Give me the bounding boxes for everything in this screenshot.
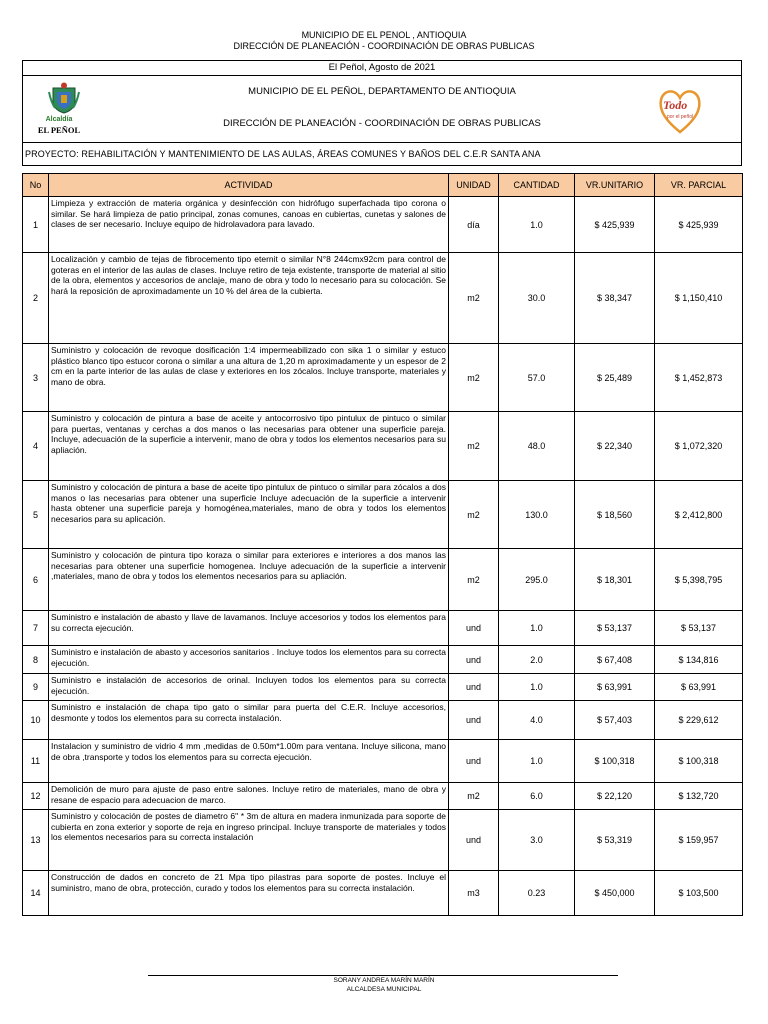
organization-name: MUNICIPIO DE EL PEÑOL, DEPARTAMENTO DE ANTIOQUIA bbox=[248, 86, 516, 97]
cell-cantidad: 4.0 bbox=[499, 701, 575, 740]
table-row bbox=[23, 549, 743, 611]
organization-department: DIRECCIÓN DE PLANEACIÓN - COORDINACIÓN DE OBRAS PUBLICAS bbox=[223, 118, 541, 129]
cell-actividad: Demolición de muro para ajuste de paso entre salones. Incluye retiro de materiales, mano de obra y resane de espacio para adecuacion de marco. bbox=[49, 783, 449, 810]
header-municipio: MUNICIPIO DE EL PENOL , ANTIOQUIA bbox=[301, 30, 467, 40]
cell-cantidad: 1.0 bbox=[499, 674, 575, 701]
cell-vr-unitario: $ 425,939 bbox=[575, 197, 655, 253]
cell-actividad: Suministro e instalación de chapa tipo gato o similar para puerta del C.E.R. Incluye accesorios, desmonte y todos los elementos para su correcta instalación. bbox=[49, 701, 449, 740]
cell-cantidad: 1.0 bbox=[499, 197, 575, 253]
logo-todo-text: Todo bbox=[663, 98, 688, 112]
cell-unidad: und bbox=[449, 810, 499, 871]
header-vr-parcial: VR. PARCIAL bbox=[655, 174, 743, 197]
header-actividad: ACTIVIDAD bbox=[49, 174, 449, 197]
cell-vr-parcial: $ 229,612 bbox=[655, 701, 743, 740]
cell-unidad: und bbox=[449, 740, 499, 783]
cell-vr-parcial: $ 103,500 bbox=[655, 871, 743, 916]
cell-unidad: und bbox=[449, 611, 499, 646]
cell-cantidad: 57.0 bbox=[499, 344, 575, 412]
header-vr-unitario: VR.UNITARIO bbox=[575, 174, 655, 197]
cell-no: 10 bbox=[23, 701, 49, 740]
cell-cantidad: 0.23 bbox=[499, 871, 575, 916]
cell-unidad: m2 bbox=[449, 481, 499, 549]
table-row bbox=[23, 810, 743, 871]
cell-actividad: Suministro y colocación de pintura tipo koraza o similar para exteriores e interiores a dos manos las necesarias para obtener una superficie homogenea. Incluye adecuación de la superficie a intervenir ,materiales, mano de obra y todos los elementos necesarios para su apliación. bbox=[49, 549, 449, 611]
todo-por-el-penol-logo bbox=[657, 84, 703, 136]
cell-unidad: m2 bbox=[449, 412, 499, 481]
cell-vr-unitario: $ 22,120 bbox=[575, 783, 655, 810]
signature-line bbox=[148, 975, 618, 976]
cell-vr-unitario: $ 67,408 bbox=[575, 646, 655, 674]
cell-unidad: m3 bbox=[449, 871, 499, 916]
cell-actividad: Suministro y colocación de postes de diametro 6" * 3m de altura en madera inmunizada para soporte de cubierta en zona exterior y soporte de reja en ingreso principal. Incluye transporte de materiales y todos los elementos necesarios para su correcta instalación bbox=[49, 810, 449, 871]
cell-vr-unitario: $ 53,137 bbox=[575, 611, 655, 646]
table-row bbox=[23, 701, 743, 740]
cell-vr-unitario: $ 63,991 bbox=[575, 674, 655, 701]
cell-no: 14 bbox=[23, 871, 49, 916]
cell-no: 8 bbox=[23, 646, 49, 674]
cell-unidad: und bbox=[449, 674, 499, 701]
cell-no: 1 bbox=[23, 197, 49, 253]
cell-vr-unitario: $ 22,340 bbox=[575, 412, 655, 481]
table-row bbox=[23, 783, 743, 810]
header-direccion: DIRECCIÓN DE PLANEACIÓN - COORDINACIÓN DE OBRAS PUBLICAS bbox=[233, 41, 535, 51]
cell-actividad: Suministro y colocación de pintura a base de aceite tipo pintulux de pintuco o similar para zócalos a dos manos o las necesarias para obtener una superficie Incluye adecuación de la superficie a intervenir hasta obtener una superficie pareja y homogénea,materiales, mano de obra y todos los elementos necesarios para su aplicación. bbox=[49, 481, 449, 549]
cell-no: 9 bbox=[23, 674, 49, 701]
cell-cantidad: 130.0 bbox=[499, 481, 575, 549]
cell-no: 5 bbox=[23, 481, 49, 549]
cell-actividad: Limpieza y extracción de materia orgánica y desinfección con hidrófugo superfachada tipo corona o similar. Se hará limpieza de patio principal, zonas comunes, canoas en cubiertas, cunetas y salones de clases de ser necesario. Incluye equipo de hidrolavadora para lavado. bbox=[49, 197, 449, 253]
document-date: El Peñol, Agosto de 2021 bbox=[328, 62, 436, 73]
table-row bbox=[23, 740, 743, 783]
logo-caption-alcaldia: Alcaldía bbox=[45, 116, 73, 123]
cell-actividad: Suministro y colocación de revoque dosificación 1:4 impermeabilizado con sika 1 o similar y estuco plástico blanco tipo estucor corona o similar a una altura de 1,20 m aproximadamente y un espesor de 2 cm en la parte interior de las aulas de clase y exteriores en los zócalos. Incluye transporte, materiales y mano de obra. bbox=[49, 344, 449, 412]
cell-cantidad: 1.0 bbox=[499, 611, 575, 646]
header-cantidad: CANTIDAD bbox=[499, 174, 575, 197]
cell-vr-parcial: $ 100,318 bbox=[655, 740, 743, 783]
table-row bbox=[23, 871, 743, 916]
table-row bbox=[23, 344, 743, 412]
cell-vr-unitario: $ 38,347 bbox=[575, 253, 655, 344]
signatory-name: SORANY ANDREA MARÍN MARÍN bbox=[333, 977, 435, 984]
cell-unidad: und bbox=[449, 701, 499, 740]
organization-box bbox=[22, 75, 742, 143]
cell-unidad: m2 bbox=[449, 549, 499, 611]
table-row bbox=[23, 646, 743, 674]
logo-caption-el-penol: EL PEÑOL bbox=[37, 125, 81, 135]
cell-no: 6 bbox=[23, 549, 49, 611]
cell-cantidad: 30.0 bbox=[499, 253, 575, 344]
cell-cantidad: 48.0 bbox=[499, 412, 575, 481]
cell-vr-unitario: $ 18,560 bbox=[575, 481, 655, 549]
cell-vr-parcial: $ 5,398,795 bbox=[655, 549, 743, 611]
cell-vr-unitario: $ 25,489 bbox=[575, 344, 655, 412]
cell-vr-unitario: $ 57,403 bbox=[575, 701, 655, 740]
cell-vr-unitario: $ 53,319 bbox=[575, 810, 655, 871]
table-row bbox=[23, 412, 743, 481]
table-row bbox=[23, 253, 743, 344]
cell-vr-parcial: $ 134,816 bbox=[655, 646, 743, 674]
cell-vr-parcial: $ 425,939 bbox=[655, 197, 743, 253]
cell-vr-parcial: $ 1,452,873 bbox=[655, 344, 743, 412]
cell-no: 13 bbox=[23, 810, 49, 871]
cell-unidad: día bbox=[449, 197, 499, 253]
cell-actividad: Construcción de dados en concreto de 21 Mpa tipo pilastras para soporte de postes. Incluye el suministro, mano de obra, protección, curado y todos los elementos para su correcta instalación. bbox=[49, 871, 449, 916]
cell-no: 2 bbox=[23, 253, 49, 344]
cell-cantidad: 2.0 bbox=[499, 646, 575, 674]
cell-vr-parcial: $ 63,991 bbox=[655, 674, 743, 701]
cell-unidad: m2 bbox=[449, 344, 499, 412]
cell-no: 3 bbox=[23, 344, 49, 412]
cell-vr-parcial: $ 159,957 bbox=[655, 810, 743, 871]
cell-unidad: m2 bbox=[449, 783, 499, 810]
cell-no: 12 bbox=[23, 783, 49, 810]
cell-unidad: und bbox=[449, 646, 499, 674]
cell-vr-unitario: $ 450,000 bbox=[575, 871, 655, 916]
cell-actividad: Suministro e instalación de accesorios de orinal. Incluyen todos los elementos para su correcta ejecución. bbox=[49, 674, 449, 701]
logo-sub-text: por el peñol bbox=[667, 114, 694, 120]
cell-no: 7 bbox=[23, 611, 49, 646]
cell-cantidad: 295.0 bbox=[499, 549, 575, 611]
cell-actividad: Localización y cambio de tejas de fibrocemento tipo eternit o similar N°8 244cmx92cm para control de goteras en el interior de las aulas de clases. Incluye retiro de teja existente, transporte de material al sitio de la obra, elementos y accesorios de anclaje, mano de obra y todo lo necesario para su colocación. Se hará la reposición de aproximadamente un 10 % del área de la cubierta. bbox=[49, 253, 449, 344]
signatory-title: ALCALDESA MUNICIPAL bbox=[346, 986, 422, 993]
date-box bbox=[22, 60, 742, 76]
cell-actividad: Suministro e instalación de abasto y llave de lavamanos. Incluye accesorios y todos los elementos para su correcta ejecución. bbox=[49, 611, 449, 646]
table-header-row bbox=[23, 174, 743, 197]
cell-cantidad: 1.0 bbox=[499, 740, 575, 783]
header-no: No bbox=[23, 174, 49, 197]
cell-vr-parcial: $ 2,412,800 bbox=[655, 481, 743, 549]
cell-unidad: m2 bbox=[449, 253, 499, 344]
header-unidad: UNIDAD bbox=[449, 174, 499, 197]
cell-vr-unitario: $ 100,318 bbox=[575, 740, 655, 783]
cell-actividad: Suministro e instalación de abasto y accesorios sanitarios . Incluye todos los elementos para su correcta ejecución. bbox=[49, 646, 449, 674]
cell-cantidad: 6.0 bbox=[499, 783, 575, 810]
cell-no: 11 bbox=[23, 740, 49, 783]
cell-no: 4 bbox=[23, 412, 49, 481]
cell-vr-unitario: $ 18,301 bbox=[575, 549, 655, 611]
cell-vr-parcial: $ 1,150,410 bbox=[655, 253, 743, 344]
cell-actividad: Instalacion y suministro de vidrio 4 mm ,medidas de 0.50m*1.00m para ventana. Incluye silicona, mano de obra ,transporte y todos los elementos para su correcta ejecución. bbox=[49, 740, 449, 783]
table-row bbox=[23, 611, 743, 646]
project-title: PROYECTO: REHABILITACIÓN Y MANTENIMIENTO DE LAS AULAS, ÁREAS COMUNES Y BAÑOS DEL C.E.R SANTA ANA bbox=[25, 149, 541, 159]
table-row bbox=[23, 674, 743, 701]
cell-vr-parcial: $ 132,720 bbox=[655, 783, 743, 810]
cell-vr-parcial: $ 1,072,320 bbox=[655, 412, 743, 481]
cell-actividad: Suministro y colocación de pintura a base de aceite y antocorrosivo tipo pintulux de pintuco o similar para puertas, ventanas y cerchas a dos manos o las necesarias para obtener una superficie pareja. Incluye, adecuación de la superficie a intervenir, mano de obra y todos los elementos necesarios para su apliación. bbox=[49, 412, 449, 481]
cell-vr-parcial: $ 53,137 bbox=[655, 611, 743, 646]
table-row bbox=[23, 481, 743, 549]
cell-cantidad: 3.0 bbox=[499, 810, 575, 871]
budget-table bbox=[22, 173, 743, 916]
table-row bbox=[23, 197, 743, 253]
project-box bbox=[22, 142, 742, 166]
